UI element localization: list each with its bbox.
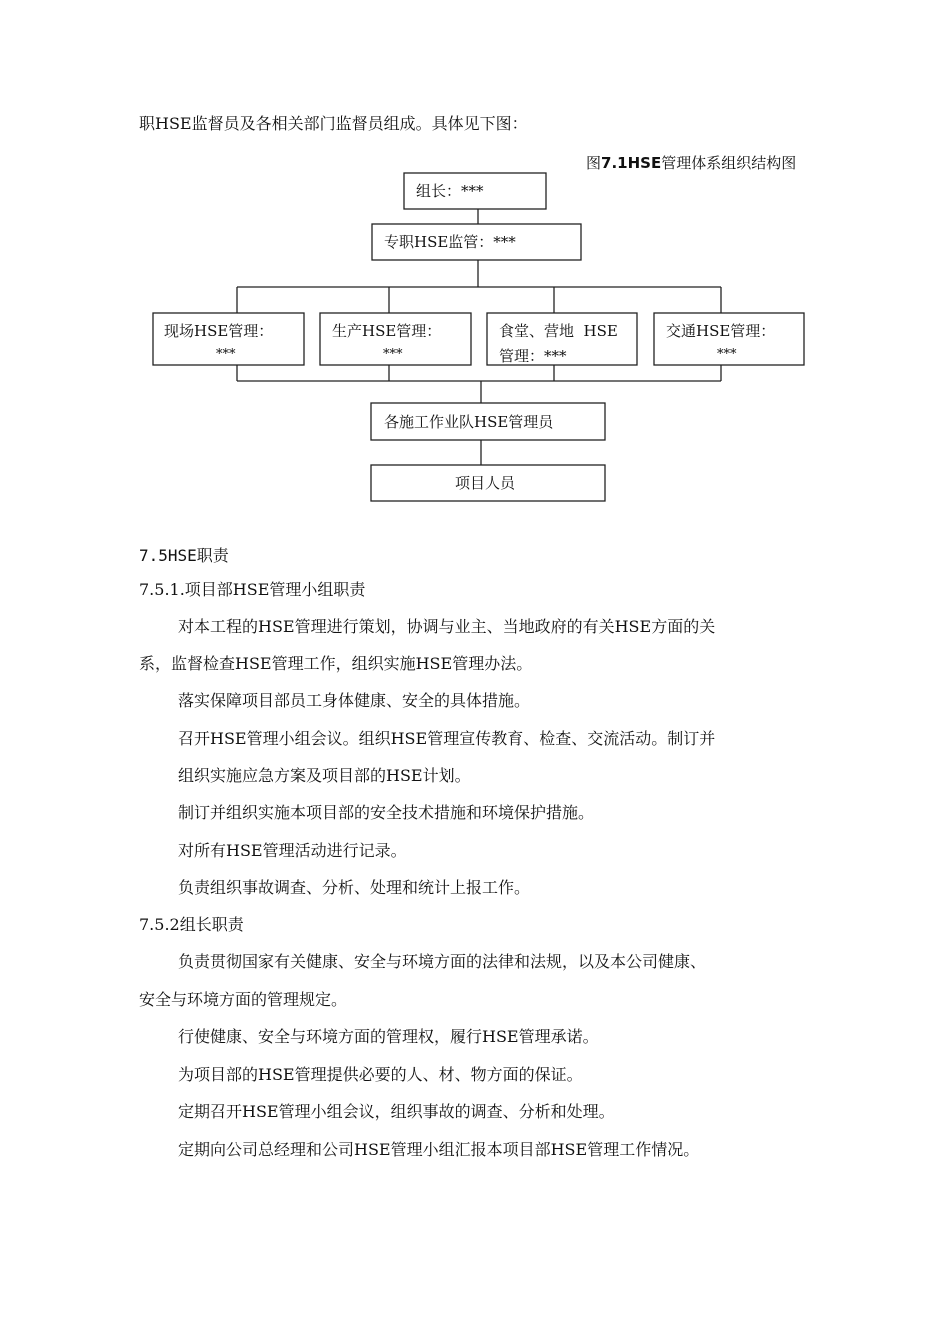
paragraph-line: 定期召开HSE管理小组会议，组织事故的调查、分析和处理。 (178, 1102, 615, 1121)
paragraph-line: 对所有HSE管理活动进行记录。 (178, 841, 407, 860)
caption-prefix: 图 (586, 154, 602, 172)
manager-label-canteen: 食堂、营地 HSE (499, 322, 618, 340)
paragraph-line: 安全与环境方面的管理规定。 (139, 990, 348, 1009)
supervisor-label: 专职HSE监管：*** (384, 233, 516, 251)
paragraph-line: 定期向公司总经理和公司HSE管理小组汇报本项目部HSE管理工作情况。 (178, 1140, 700, 1159)
paragraph-line: 行使健康、安全与环境方面的管理权，履行HSE管理承诺。 (178, 1027, 599, 1046)
subsection-title-752: 7.5.2组长职责 (139, 915, 244, 934)
manager-name-traffic: *** (717, 347, 737, 362)
org-chart (0, 0, 950, 520)
manager-label-traffic: 交通HSE管理： (666, 322, 776, 340)
caption-text: 管理体系组织结构图 (661, 154, 797, 172)
manager-name-site: *** (216, 347, 236, 362)
subsection-title-751: 7.5.1.项目部HSE管理小组职责 (139, 580, 366, 599)
caption-number: 7.1HSE (601, 154, 662, 172)
staff-label: 项目人员 (455, 474, 516, 492)
section-heading: 7.5HSE职责 (139, 546, 229, 565)
manager-name-canteen: 管理：*** (499, 347, 567, 365)
paragraph-line: 对本工程的HSE管理进行策划，协调与业主、当地政府的有关HSE方面的关 (178, 617, 716, 636)
paragraph-line: 组织实施应急方案及项目部的HSE计划。 (178, 766, 471, 785)
paragraph-line: 制订并组织实施本项目部的安全技术措施和环境保护措施。 (178, 803, 595, 822)
teams-label: 各施工作业队HSE管理员 (384, 413, 554, 431)
intro-text: 职HSE监督员及各相关部门监督员组成。具体见下图： (139, 114, 528, 133)
manager-name-production: *** (383, 347, 403, 362)
paragraph-line: 负责组织事故调查、分析、处理和统计上报工作。 (178, 878, 531, 897)
paragraph-line: 系，监督检查HSE管理工作，组织实施HSE管理办法。 (139, 654, 533, 673)
manager-label-production: 生产HSE管理： (332, 322, 442, 340)
paragraph-line: 为项目部的HSE管理提供必要的人、材、物方面的保证。 (178, 1065, 583, 1084)
manager-label-site: 现场HSE管理： (164, 322, 274, 340)
leader-label: 组长：*** (416, 182, 484, 200)
paragraph-line: 负责贯彻国家有关健康、安全与环境方面的法律和法规，以及本公司健康、 (178, 952, 707, 971)
paragraph-line: 召开HSE管理小组会议。组织HSE管理宣传教育、检查、交流活动。制订并 (178, 729, 716, 748)
paragraph-line: 落实保障项目部员工身体健康、安全的具体措施。 (178, 691, 531, 710)
